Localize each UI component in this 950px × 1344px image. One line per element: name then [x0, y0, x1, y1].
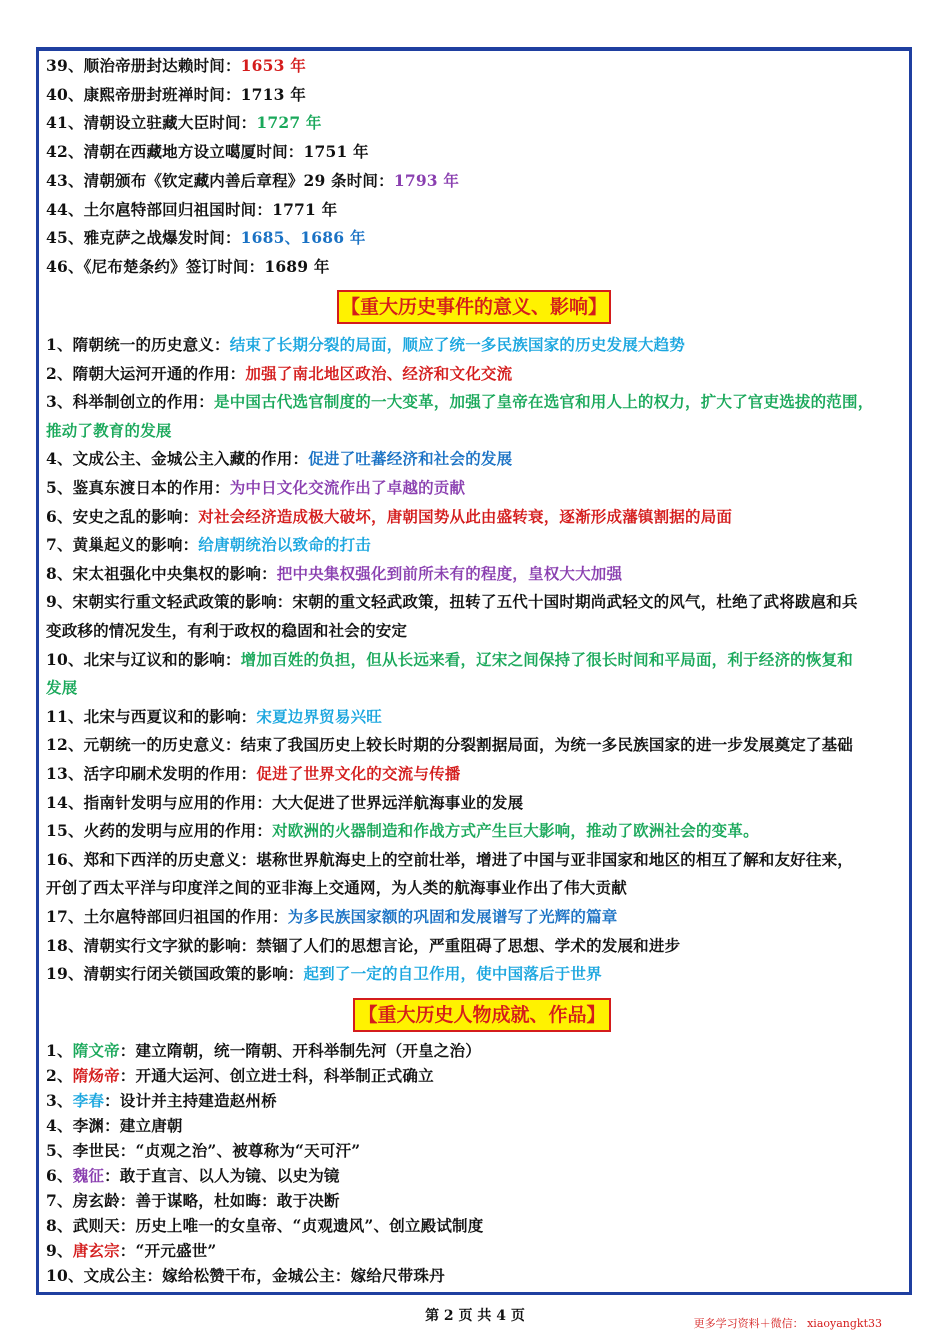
date-row [46, 200, 337, 220]
date-label: 46、《尼布楚条约》签订时间： [46, 256, 265, 276]
event-label: 17、土尔扈特部回归祖国的作用： [46, 907, 288, 926]
figure-achievement: ：历史上唯一的女皇帝、“贞观遗风”、创立殿试制度 [119, 1216, 484, 1235]
figure-name: 唐玄宗 [72, 1241, 120, 1260]
date-label: 45、雅克萨之战爆发时间： [46, 228, 241, 248]
figure-achievement: ：建立隋朝，统一隋朝、开科举制先河（开皇之治） [119, 1041, 481, 1060]
event-row [46, 907, 617, 927]
event-value: 把中央集权强化到前所未有的程度，皇权大大加强 [276, 563, 623, 583]
figure-name: 魏征 [72, 1166, 105, 1185]
event-row [46, 592, 858, 612]
event-value: 给唐朝统治以致命的打击 [198, 535, 371, 555]
figure-row [46, 1066, 434, 1086]
event-label: 8、宋太祖强化中央集权的影响： [46, 563, 277, 583]
figure-row [46, 1166, 340, 1186]
event-label: 3、科举制创立的作用： [46, 392, 214, 412]
figure-number: 10、 [46, 1266, 84, 1285]
event-row [46, 964, 602, 984]
event-row [46, 936, 680, 956]
event-row [46, 650, 853, 670]
event-value: 结束了长期分裂的局面，顺应了统一多民族国家的历史发展大趋势 [229, 335, 685, 354]
event-value: 起到了一定的自卫作用，使中国落后于世界 [303, 964, 602, 984]
date-row [46, 85, 306, 105]
event-label: 11、北宋与西夏议和的影响： [46, 706, 257, 726]
figure-achievement: ：“开元盛世” [119, 1241, 217, 1260]
figure-name: 李春 [72, 1091, 105, 1110]
date-label: 44、土尔扈特部回归祖国时间： [46, 199, 273, 219]
figure-name: 隋文帝 [72, 1041, 120, 1060]
event-label: 开创了西太平洋与印度洋之间的亚非海上交通网，为人类的航海事业作出了伟大贡献 [46, 878, 627, 898]
date-label: 43、清朝颁布《钦定藏内善后章程》29 条时间： [46, 170, 394, 190]
event-value: 发展 [46, 678, 78, 698]
event-value: 为多民族国家额的巩固和发展谱写了光辉的篇章 [287, 907, 618, 926]
date-row [46, 257, 330, 277]
event-row [46, 507, 732, 527]
event-label: 1、隋朝统一的历史意义： [46, 335, 230, 354]
figure-row [46, 1266, 445, 1286]
figure-achievement: ：开通大运河、创立进士科，科举制正式确立 [119, 1066, 434, 1085]
event-row [46, 564, 622, 584]
figure-row [46, 1241, 217, 1261]
event-row [46, 392, 873, 412]
event-row [46, 735, 853, 755]
figure-row [46, 1091, 277, 1111]
figure-row [46, 1216, 483, 1236]
event-value: 宋夏边界贸易兴旺 [256, 706, 382, 726]
figure-number: 9、 [46, 1241, 73, 1260]
event-label: 12、元朝统一的历史意义：结束了我国历史上较长时期的分裂割据局面，为统一多民族国家的进一步发展奠定了基础 [46, 735, 853, 755]
figure-name: 武则天 [72, 1216, 120, 1235]
figure-number: 4、 [46, 1116, 73, 1135]
event-value: 推动了教育的发展 [46, 420, 172, 440]
event-label: 7、黄巢起义的影响： [46, 535, 199, 555]
date-value: 1689 年 [264, 256, 330, 276]
figure-achievement: ：“贞观之治”、被尊称为“天可汗” [119, 1141, 361, 1160]
date-row [46, 142, 369, 162]
event-row [46, 421, 172, 441]
figure-row [46, 1191, 340, 1211]
date-row [46, 113, 322, 133]
figure-achievement: ：善于谋略，杜如晦：敢于决断 [119, 1191, 340, 1210]
event-label: 变政移的情况发生，有利于政权的稳固和社会的安定 [46, 621, 408, 640]
figure-name: 文成公主 [83, 1266, 147, 1285]
contact-note: 更多学习资料＋微信： xiaoyangkt33 [693, 1317, 882, 1330]
date-value: 1685、1686 年 [240, 228, 366, 248]
figure-name: 李渊 [72, 1116, 105, 1135]
date-label: 41、清朝设立驻藏大臣时间： [46, 113, 257, 133]
event-value: 加强了南北地区政治、经济和文化交流 [245, 363, 513, 383]
event-value: 为中日文化交流作出了卓越的贡献 [229, 478, 466, 497]
figure-achievement: ：设计并主持建造赵州桥 [104, 1091, 277, 1110]
event-value: 促进了吐蕃经济和社会的发展 [308, 449, 513, 469]
event-row [46, 335, 685, 355]
event-label: 2、隋朝大运河开通的作用： [46, 363, 246, 383]
event-row [46, 535, 371, 555]
section-title-figures: 【重大历史人物成就、作品】 [353, 998, 611, 1032]
figure-number: 6、 [46, 1166, 73, 1185]
event-row [46, 850, 853, 870]
date-value: 1751 年 [303, 142, 369, 162]
figure-number: 1、 [46, 1041, 73, 1060]
event-row [46, 478, 465, 498]
event-value: 促进了世界文化的交流与传播 [256, 764, 461, 783]
event-row [46, 621, 407, 641]
event-label: 16、郑和下西洋的历史意义：堪称世界航海史上的空前壮举，增进了中国与亚非国家和地区的相互了解和友好往来， [46, 849, 853, 869]
figure-achievement: ：敢于直言、以人为镜、以史为镜 [104, 1166, 340, 1185]
event-label: 10、北宋与辽议和的影响： [46, 649, 241, 669]
event-row [46, 364, 512, 384]
section-title-events: 【重大历史事件的意义、影响】 [337, 290, 611, 324]
date-value: 1713 年 [240, 84, 306, 104]
figure-number: 2、 [46, 1066, 73, 1085]
figure-row [46, 1141, 360, 1161]
figure-number: 5、 [46, 1141, 73, 1160]
figure-achievement: ：建立唐朝 [104, 1116, 183, 1135]
figure-achievement: ：嫁给松赞干布，金城公主：嫁给尺带珠丹 [146, 1266, 445, 1285]
event-row [46, 821, 759, 841]
figure-row [46, 1041, 481, 1061]
event-label: 18、清朝实行文字狱的影响：禁锢了人们的思想言论，严重阻碍了思想、学术的发展和进步 [46, 935, 681, 955]
figure-row [46, 1116, 183, 1136]
figure-number: 3、 [46, 1091, 73, 1110]
event-value: 增加百姓的负担，但从长远来看，辽宋之间保持了很长时间和平局面，利于经济的恢复和 [240, 649, 853, 669]
event-value: 对欧洲的火器制造和作战方式产生巨大影响，推动了欧洲社会的变革。 [272, 821, 759, 841]
figure-name: 隋炀帝 [72, 1066, 120, 1085]
date-value: 1793 年 [393, 170, 460, 190]
event-row [46, 449, 512, 469]
event-label: 4、文成公主、金城公主入藏的作用： [46, 449, 309, 469]
date-value: 1653 年 [240, 56, 306, 75]
figure-number: 8、 [46, 1216, 73, 1235]
event-value: 是中国古代选官制度的一大变革，加强了皇帝在选官和用人上的权力，扩大了官吏选拔的范围， [214, 392, 874, 412]
figure-name: 房玄龄 [72, 1191, 120, 1210]
figure-number: 7、 [46, 1191, 73, 1210]
date-label: 39、顺治帝册封达赖时间： [46, 56, 241, 75]
event-value: 对社会经济造成极大破坏，唐朝国势从此由盛转衰，逐渐形成藩镇割据的局面 [198, 506, 733, 526]
date-row [46, 228, 366, 248]
event-label: 15、火药的发明与应用的作用： [46, 821, 273, 841]
date-label: 40、康熙帝册封班禅时间： [46, 84, 241, 104]
event-row [46, 793, 523, 813]
event-label: 13、活字印刷术发明的作用： [46, 764, 257, 783]
date-value: 1771 年 [272, 199, 338, 219]
event-row [46, 678, 77, 698]
event-label: 6、安史之乱的影响： [46, 506, 199, 526]
event-label: 5、鉴真东渡日本的作用： [46, 478, 230, 497]
figure-name: 李世民 [72, 1141, 120, 1160]
event-label: 19、清朝实行闭关锁国政策的影响： [46, 964, 304, 984]
event-row [46, 878, 627, 898]
date-row [46, 56, 306, 76]
event-label: 9、宋朝实行重文轻武政策的影响：宋朝的重文轻武政策，扭转了五代十国时期尚武轻文的风气，杜绝了武将跋扈和兵 [46, 592, 858, 612]
date-row [46, 171, 459, 191]
page-number: 第 2 页 共 4 页 [425, 1308, 525, 1324]
date-value: 1727 年 [256, 113, 322, 133]
event-row [46, 707, 382, 727]
event-label: 14、指南针发明与应用的作用：大大促进了世界远洋航海事业的发展 [46, 792, 524, 812]
event-row [46, 764, 460, 784]
date-label: 42、清朝在西藏地方设立噶厦时间： [46, 142, 304, 162]
